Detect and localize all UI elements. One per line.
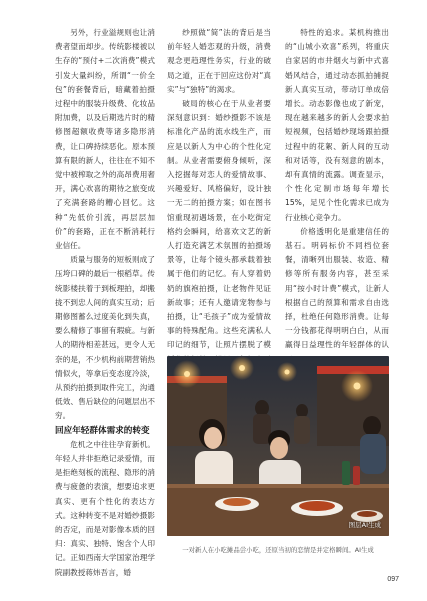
page-number: 097 xyxy=(387,576,399,583)
photo-illustration xyxy=(167,356,389,536)
paragraph: 破局的核心在于从业者要深刻意识到：婚纱摄影不该是标准化产品的流水线生产，而应是以新人为中心的个性化定制。从业者需要俯身倾听，深入挖掘每对恋人的爱情故事、兴趣爱好、风格偏好，设计独一无二的拍摄方案；如在图书馆重现初遇场景，在小吃街定格约会瞬间，给喜欢文艺的新人打造充满艺术氛围的拍摄场景等，让每个镜头都承载着独属于他们的记忆。有人穿着奶奶的旗袍拍摄，让老物件见证新故事；还有人邀请宠物参与拍摄，让“毛孩子”成为爱情故事的特殊配角。这些充满私人印记的细节，让照片摆脱了模 xyxy=(167,99,271,350)
paragraph: 特性的追求。某机构推出的“山城小欢喜”系列，将重庆自家居的市井烟火与新中式喜婚风结合，通过动态抓拍捕捉新人真实互动，带动订单成倍增长。动态影像也成了新宠，现在越来越多的新人会要求拍短视频，包括婚纱现场跟拍摄过程中的花絮、新人间的互动和对话等，没有刻意的剧本，却有真情的流露。调查显示，个性化定制市场每年增长15%，足见个性化需求已成为行业核心竞争力。 xyxy=(285,28,389,222)
text-column-2 xyxy=(167,26,271,381)
paragraph: 价格透明化是重建信任的基石。明码标价不同档位套餐，清晰列出服装、妆造、精修等所有服务内容，甚至采用“按小时计费”模式，让新人根据自己的预算和需求自由选择，杜绝任何隐形消费。让每一分钱都花得明明白白，从而赢得日益理性的年轻群体的认 xyxy=(285,226,389,350)
paragraph: 纱照做“简”法的背后是当前年轻人婚恋观的升级，消费观念更趋理性务实，行业的破局之道，正在于回应这份对“真实”与“独特”的渴求。 xyxy=(167,28,271,94)
paragraph: 质量与服务的短板则成了压垮口碑的最后一根稻草。传统影楼扶着于到板理拍，却搬拢不到忠人间的真实互动；后期修图蓄么过度美化到失真，要么精修了事留有瑕疵。与新人的期待相差甚远，更令人无奈的是，不少机构前期营销热情似火，等拿后变态度冷淡，从预约拍摄到取件完工，沟通低效、售后缺位的问题层出不穷。 xyxy=(55,255,155,421)
text-column-1 xyxy=(55,26,155,580)
street-food-couple-photo xyxy=(167,356,389,536)
text-column-3 xyxy=(285,26,389,381)
ai-watermark: 图层AI生成 xyxy=(348,521,381,529)
paragraph: 另外，行业溢规则也让消费者望而却步。传统影楼被以生存的“预付+二次消费”模式引发大量纠纷，所谓“一价全包”的套餐背后，暗藏着拍摄过程中的服装升级费、化妆品附加费，以及后期选片时的精修图超额收费等诸多隐形消费，让口碑持续恶化。原本预算有限的新人，往往在不知不觉中被榨取之外的高昂费用奢开，满心欢喜的期待之旅变成了充满套路的糟心回忆。这种“先低价引流，再层层加价”的套路，正在不断消耗行业信任。 xyxy=(55,28,155,251)
paragraph: 危机之中往往孕育新机。年轻人并非拒绝记录爱情，而是拒绝刻板的流程、隐形的消费与疲惫的表演，想要追求更真实、更有个性化的表达方式。这种转变不是对婚纱摄影的否定，而是对影像本质的回归：真实、独特、饱含个人印记。正如西南大学国家治理学院副教授蒋炜吾言，婚 xyxy=(55,439,155,577)
section-heading: 回应年轻群体需求的转变 xyxy=(55,425,150,436)
photo-caption: 一对新人在小吃摊品尝小吃，还原当初的恋情是并定格瞬间。AI生成 xyxy=(182,546,374,554)
